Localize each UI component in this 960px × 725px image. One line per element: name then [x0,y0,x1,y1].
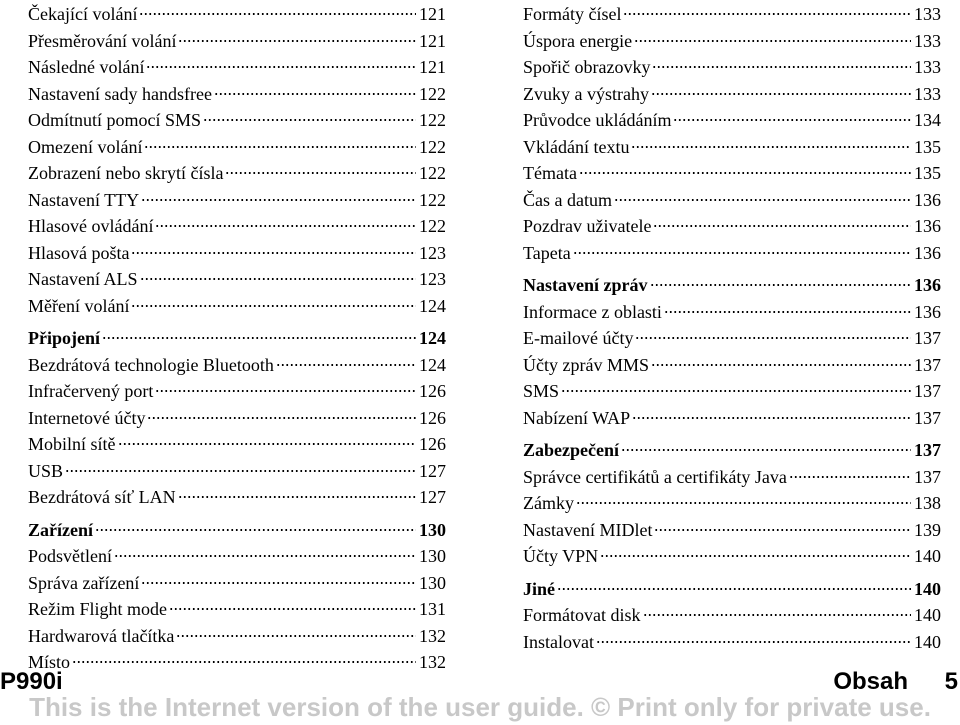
dot-leader [144,145,416,149]
toc-entry [28,431,446,458]
toc-entry [523,299,941,326]
toc-entry-page-number: 132 [419,652,446,672]
toc-entry-title: Zámky [523,493,574,513]
dot-leader [654,528,911,532]
dot-leader [147,416,416,420]
toc-entry [523,81,941,108]
toc-entry-title: Nastavení sady handsfree [28,83,212,104]
toc-entry [28,107,446,134]
toc-entry-page-number: 122 [419,189,446,210]
dot-leader [600,554,911,558]
toc-entry-page-number: 137 [914,440,941,460]
toc-entry [28,160,446,187]
dot-leader [139,12,416,16]
toc-entry-page-number: 123 [419,269,446,289]
toc-entry-title: Bezdrátová technologie Bluetooth [28,354,274,375]
dot-leader [664,310,911,314]
toc-entry-title: Účty VPN [523,546,599,566]
toc-entry-page-number: 140 [914,546,941,566]
toc-entry [28,266,446,293]
toc-entry-title: Správce certifikátů a certifikáty Java [523,466,787,487]
toc-entry-page-number: 138 [914,493,941,513]
dot-leader [169,607,416,611]
toc-entry-page-number: 137 [914,407,941,428]
toc-entry-page-number: 134 [914,110,941,130]
toc-entry-page-number: 122 [419,163,446,183]
toc-entry [28,187,446,214]
toc-entry-page-number: 135 [914,136,941,157]
toc-entry-page-number: 124 [419,354,446,375]
toc-entry-page-number: 124 [419,328,446,348]
toc-section-heading [523,576,941,603]
toc-entry [28,54,446,81]
toc-entry [523,602,941,629]
toc-entry-page-number: 126 [419,434,446,454]
toc-entry-title: Vkládání textu [523,136,630,157]
toc-entry-title: Úspora energie [523,30,633,51]
toc-entry-title: Jiné [523,578,556,599]
toc-entry-page-number: 136 [914,301,941,322]
dot-leader [118,442,416,446]
toc-entry-title: Tapeta [523,242,571,263]
toc-entry-page-number: 136 [914,216,941,236]
toc-column-left [28,1,446,676]
toc-entry-title: Hlasová pošta [28,242,130,263]
disclaimer-text: This is the Internet version of the user guide. © Print only for private use. [29,692,931,722]
toc-entry-title: Instalovat [523,631,594,652]
toc-entry [28,1,446,28]
toc-entry-title: Nastavení zpráv [523,275,648,295]
dot-leader [623,12,911,16]
toc-entry-page-number: 137 [914,381,941,401]
toc-entry-title: Nabízení WAP [523,407,631,428]
toc-entry [28,596,446,623]
toc-entry-page-number: 131 [419,599,446,619]
toc-entry-title: Formáty čísel [523,4,622,24]
toc-entry-title: Zařízení [28,519,93,540]
toc-entry [523,464,941,491]
toc-entry-page-number: 130 [419,519,446,540]
toc-entry [523,517,941,544]
toc-entry [28,352,446,379]
toc-entry-page-number: 136 [914,275,941,295]
toc-entry-page-number: 140 [914,631,941,652]
dot-leader [579,171,911,175]
toc-entry [523,28,941,55]
toc-entry-page-number: 121 [419,57,446,77]
toc-entry-title: Měření volání [28,295,130,316]
toc-entry-title: Účty zpráv MMS [523,354,649,375]
toc-entry-page-number: 127 [419,487,446,507]
toc-entry-title: Mobilní sítě [28,434,116,454]
dot-leader [102,336,416,340]
toc-entry-title: Omezení volání [28,136,143,157]
dot-leader [141,198,416,202]
toc-entry-page-number: 137 [914,466,941,487]
toc-entry-title: Formátovat disk [523,605,641,625]
toc-entry-title: SMS [523,381,560,401]
toc-entry [523,160,941,187]
toc-entry [28,28,446,55]
toc-entry-title: Zvuky a výstrahy [523,83,649,104]
dot-leader [557,587,911,591]
dot-leader [155,224,416,228]
toc-section-heading [28,517,446,544]
toc-entry [523,187,941,214]
toc-entry-title: Průvodce ukládáním [523,110,672,130]
dot-leader [561,389,911,393]
toc-entry-page-number: 126 [419,381,446,401]
toc-entry [28,213,446,240]
dot-leader [673,118,911,122]
dot-leader [176,634,416,638]
toc-entry [28,458,446,485]
toc-entry-page-number: 127 [419,460,446,481]
toc-entry-title: Správa zařízení [28,572,140,593]
toc-entry [523,213,941,240]
toc-entry [28,81,446,108]
toc-entry-page-number: 122 [419,216,446,236]
toc-entry-page-number: 122 [419,110,446,130]
toc-entry-title: Hlasové ovládání [28,216,154,236]
dot-leader [155,389,416,393]
dot-leader [131,251,416,255]
toc-entry-page-number: 137 [914,328,941,348]
toc-entry-title: Podsvětlení [28,546,112,566]
dot-leader [114,554,416,558]
toc-column-right [523,1,941,655]
dot-leader [140,277,417,281]
dot-leader [146,65,416,69]
toc-entry-title: Internetové účty [28,407,146,428]
toc-entry-title: Připojení [28,328,100,348]
toc-entry-page-number: 133 [914,83,941,104]
dot-leader [635,336,911,340]
dot-leader [651,363,911,367]
toc-entry-title: Čas a datum [523,189,612,210]
toc-entry [523,325,941,352]
toc-entry-title: Zobrazení nebo skrytí čísla [28,163,224,183]
toc-entry-page-number: 121 [419,4,446,24]
footer-page-number: 5 [944,668,958,695]
toc-entry-page-number: 136 [914,242,941,263]
toc-entry [523,54,941,81]
toc-entry [28,405,446,432]
toc-entry-page-number: 123 [419,242,446,263]
toc-entry-page-number: 140 [914,605,941,625]
dot-leader [95,528,416,532]
toc-entry [523,405,941,432]
dot-leader [652,65,911,69]
toc-entry-title: Spořič obrazovky [523,57,651,77]
toc-entry-title: E-mailové účty [523,328,634,348]
dot-leader [141,581,416,585]
toc-entry [28,134,446,161]
toc-entry [523,543,941,570]
dot-leader [650,283,912,287]
toc-entry-title: Čekající volání [28,4,138,24]
toc-entry-page-number: 130 [419,546,446,566]
dot-leader [576,501,911,505]
toc-entry-page-number: 132 [419,625,446,646]
toc-entry-title: Přesměrování volání [28,30,177,51]
dot-leader [214,92,416,96]
toc-entry-title: Nastavení ALS [28,269,138,289]
toc-entry [28,543,446,570]
footer-chapter-title: Obsah [833,668,908,695]
toc-entry [523,134,941,161]
toc-entry-page-number: 122 [419,83,446,104]
toc-entry [28,240,446,267]
toc-entry [28,623,446,650]
dot-leader [789,475,911,479]
dot-leader [621,448,911,452]
toc-entry [523,1,941,28]
dot-leader [634,39,911,43]
toc-entry-title: Infračervený port [28,381,154,401]
dot-leader [178,495,416,499]
toc-entry-page-number: 133 [914,4,941,24]
toc-entry-page-number: 140 [914,578,941,599]
toc-entry [523,629,941,656]
toc-entry [28,570,446,597]
toc-entry-page-number: 139 [914,519,941,540]
dot-leader [614,198,911,202]
dot-leader [276,363,416,367]
toc-entry-page-number: 121 [419,30,446,51]
toc-entry-page-number: 133 [914,57,941,77]
toc-entry-title: Nastavení MIDlet [523,519,653,540]
dot-leader [631,145,911,149]
toc-entry-title: Režim Flight mode [28,599,167,619]
toc-entry-title: Zabezpečení [523,440,619,460]
toc-entry-title: Informace z oblasti [523,301,662,322]
toc-entry [28,378,446,405]
footer-model-name: P990i [0,668,63,695]
dot-leader [203,118,416,122]
dot-leader [596,640,911,644]
toc-entry [523,378,941,405]
toc-entry-title: Následné volání [28,57,145,77]
toc-entry-title: Témata [523,163,577,183]
dot-leader [178,39,416,43]
toc-entry [28,293,446,320]
toc-section-heading [523,437,941,464]
toc-entry-title: Hardwarová tlačítka [28,625,175,646]
toc-entry [523,240,941,267]
dot-leader [651,92,911,96]
toc-entry-title: Místo [28,652,71,672]
toc-entry-page-number: 136 [914,189,941,210]
toc-entry-title: Bezdrátová síť LAN [28,487,176,507]
toc-entry-title: Nastavení TTY [28,189,140,210]
dot-leader [653,224,911,228]
dot-leader [131,304,416,308]
dot-leader [573,251,911,255]
toc-entry-page-number: 137 [914,354,941,375]
toc-section-heading [28,325,446,352]
toc-entry-page-number: 135 [914,163,941,183]
toc-entry [523,107,941,134]
toc-entry [28,484,446,511]
dot-leader [643,613,912,617]
toc-entry-page-number: 130 [419,572,446,593]
dot-leader [65,469,416,473]
toc-entry-page-number: 122 [419,136,446,157]
toc-section-heading [523,272,941,299]
dot-leader [225,171,416,175]
toc-entry-title: USB [28,460,64,481]
toc-entry [523,352,941,379]
toc-entry-page-number: 126 [419,407,446,428]
toc-entry-page-number: 133 [914,30,941,51]
toc-entry-title: Odmítnutí pomocí SMS [28,110,202,130]
toc-entry-title: Pozdrav uživatele [523,216,652,236]
dot-leader [632,416,911,420]
toc-entry-page-number: 124 [419,295,446,316]
toc-entry [523,490,941,517]
